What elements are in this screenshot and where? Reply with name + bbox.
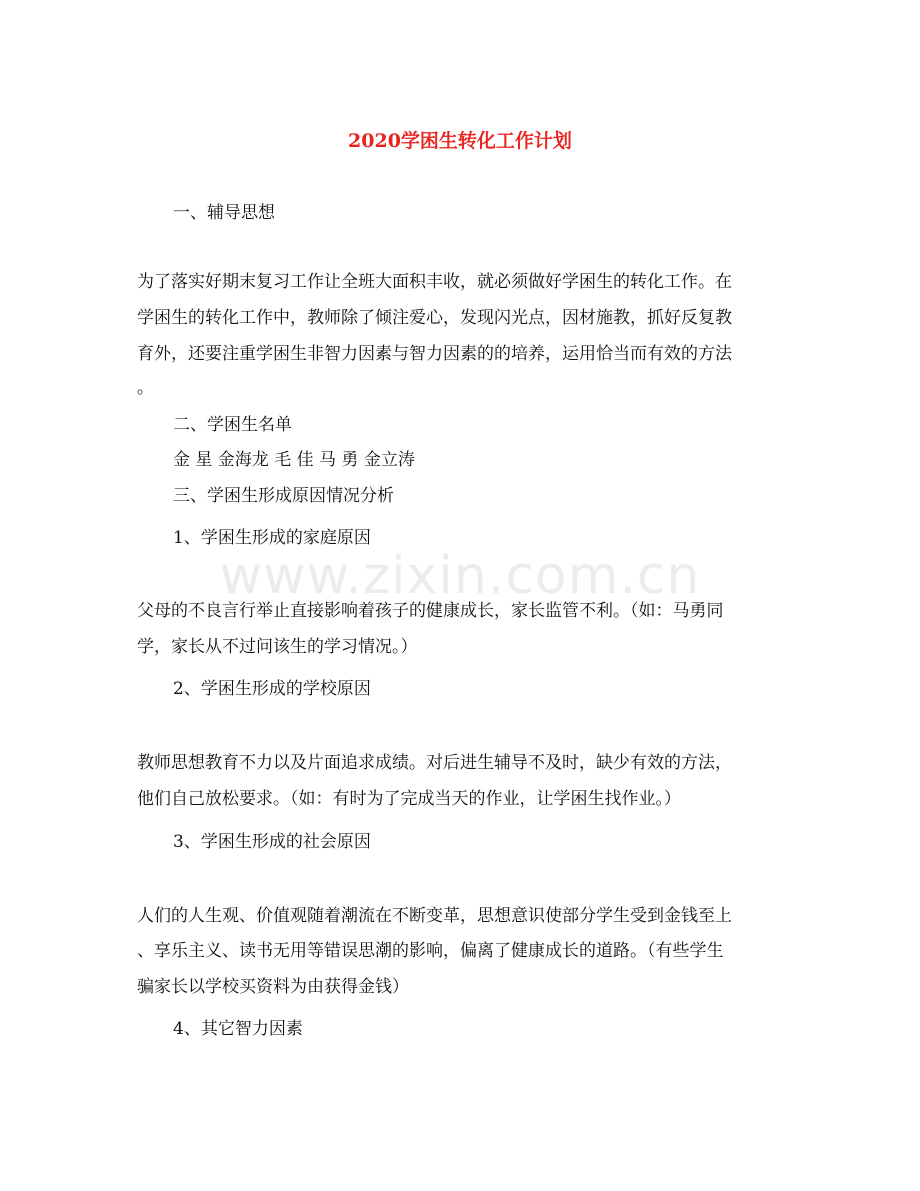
student-names-line: 金 星 金海龙 毛 佳 马 勇 金立涛 — [173, 450, 415, 470]
paragraph-line: 学困生的转化工作中，教师除了倾注爱心，发现闪光点，因材施教，抓好反复教 — [137, 308, 732, 328]
section-heading-guidance: 一、辅导思想 — [173, 203, 275, 223]
subheading-social-cause: 3、学困生形成的社会原因 — [173, 832, 371, 852]
section-heading-cause-analysis: 三、学困生形成原因情况分析 — [173, 486, 394, 506]
paragraph-line: 学，家长从不过问该生的学习情况。） — [137, 637, 418, 657]
section-heading-student-list: 二、学困生名单 — [173, 415, 292, 435]
paragraph-line: 他们自己放松要求。（如：有时为了完成当天的作业，让学困生找作业。） — [137, 789, 681, 809]
subheading-family-cause: 1、学困生形成的家庭原因 — [173, 528, 371, 548]
document-title: 2020学困生转化工作计划 — [348, 130, 572, 152]
paragraph-line: 骗家长以学校买资料为由获得金钱） — [137, 977, 409, 997]
paragraph-line: 为了落实好期末复习工作让全班大面积丰收，就必须做好学困生的转化工作。在 — [137, 272, 732, 292]
paragraph-line: 人们的人生观、价值观随着潮流在不断变革，思想意识使部分学生受到金钱至上 — [137, 906, 732, 926]
paragraph-line: 教师思想教育不力以及片面追求成绩。对后进生辅导不及时，缺少有效的方法， — [137, 753, 732, 773]
subheading-school-cause: 2、学困生形成的学校原因 — [173, 679, 371, 699]
watermark-text: www.zixin.com.cn — [219, 546, 701, 606]
subheading-other-factors: 4、其它智力因素 — [173, 1019, 303, 1039]
paragraph-line: 、享乐主义、读书无用等错误思潮的影响，偏离了健康成长的道路。（有些学生 — [137, 941, 724, 961]
paragraph-line: 父母的不良言行举止直接影响着孩子的健康成长，家长监管不利。（如：马勇同 — [137, 601, 724, 621]
paragraph-line: 。 — [137, 378, 154, 398]
paragraph-line: 育外，还要注重学困生非智力因素与智力因素的的培养，运用恰当而有效的方法 — [137, 344, 732, 364]
